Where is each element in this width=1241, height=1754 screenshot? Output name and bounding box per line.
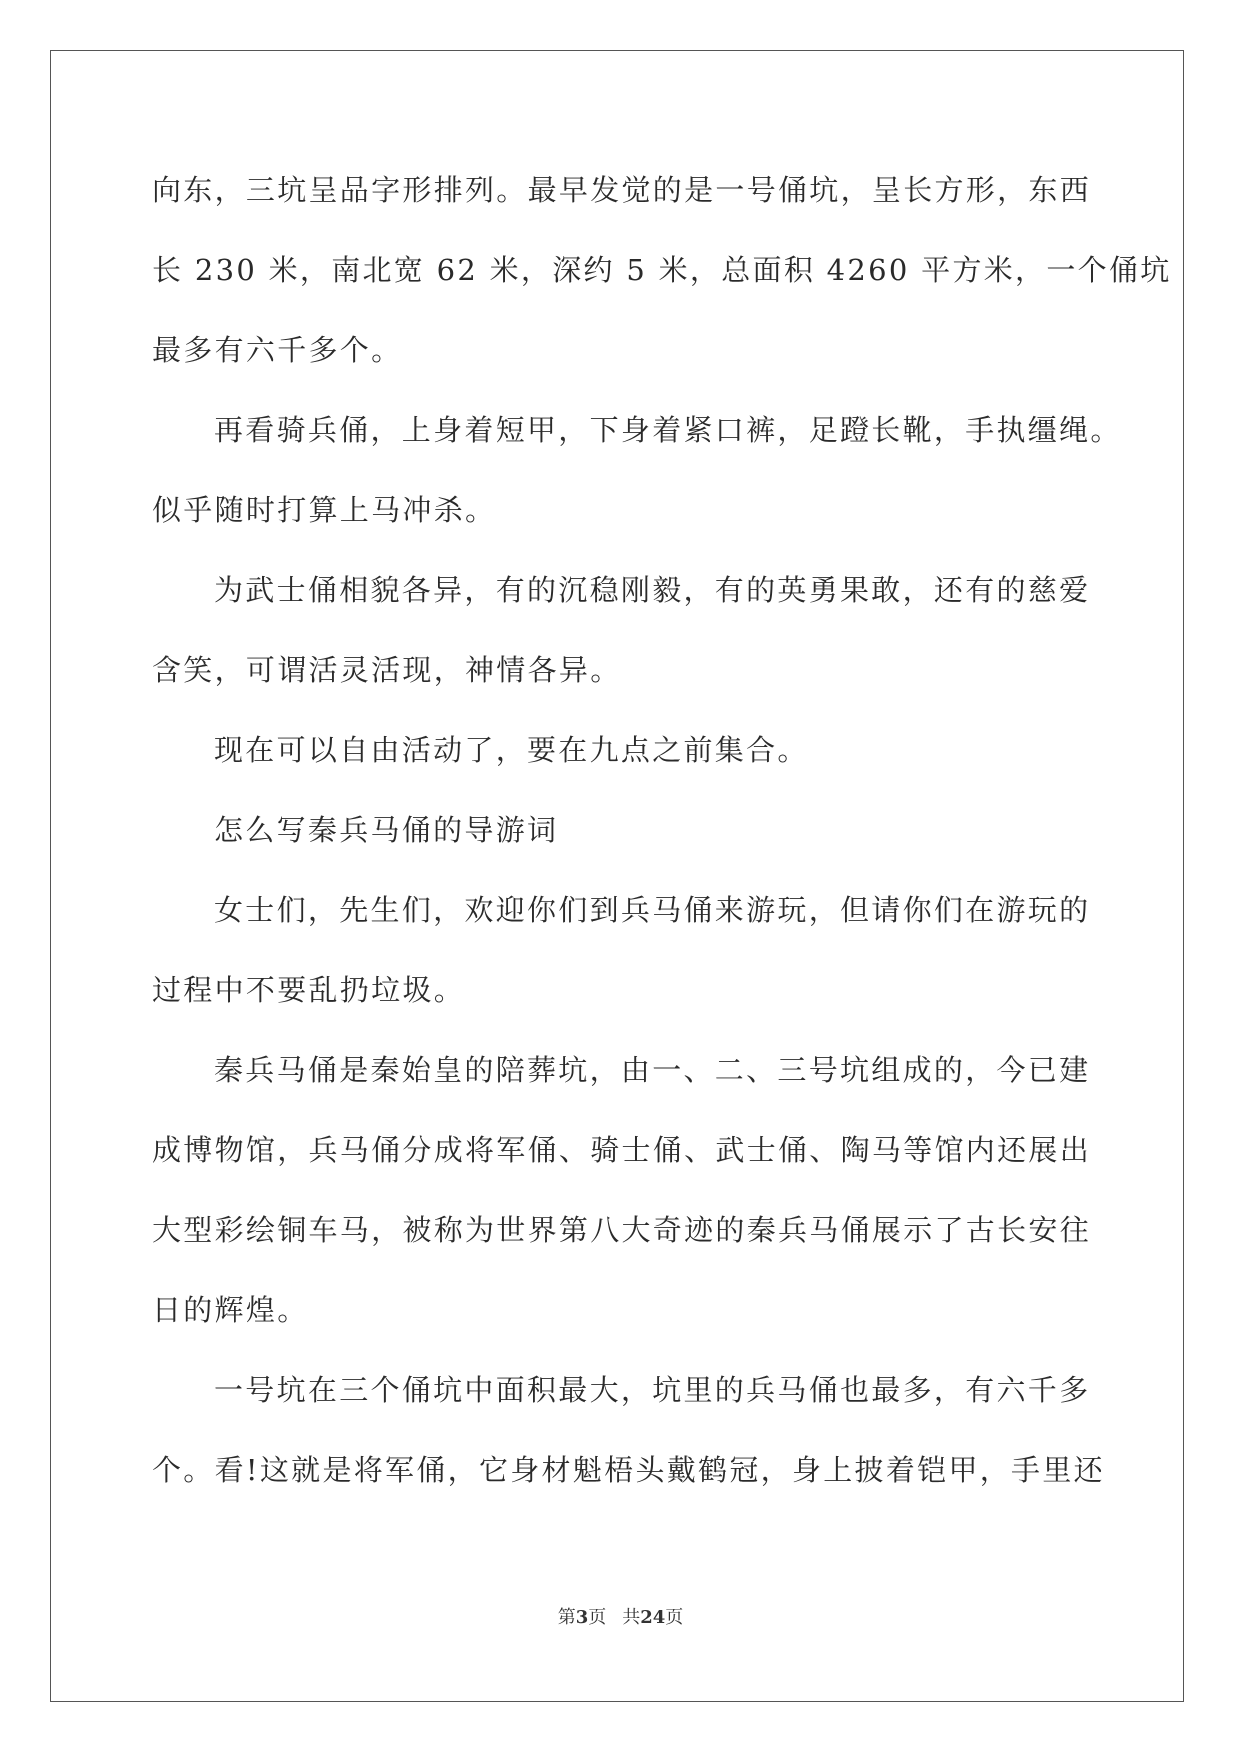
text-line-4: 再看骑兵俑，上身着短甲，下身着紧口裤，足蹬长靴，手执缰绳。 xyxy=(214,413,1122,447)
footer-page-suffix: 页 xyxy=(588,1607,607,1628)
text-line-12: 秦兵马俑是秦始皇的陪葬坑，由一、二、三号坑组成的，今已建 xyxy=(214,1053,1091,1087)
text-line-11: 过程中不要乱扔垃圾。 xyxy=(152,973,466,1007)
text-line-16: 一号坑在三个俑坑中面积最大，坑里的兵马俑也最多，有六千多 xyxy=(214,1373,1091,1407)
text-line-5: 似乎随时打算上马冲杀。 xyxy=(152,493,497,527)
text-line-10: 女士们，先生们，欢迎你们到兵马俑来游玩，但请你们在游玩的 xyxy=(214,893,1091,927)
text-line-8: 现在可以自由活动了，要在九点之前集合。 xyxy=(214,733,809,767)
text-line-13: 成博物馆，兵马俑分成将军俑、骑士俑、武士俑、陶马等馆内还展出 xyxy=(152,1133,1092,1167)
page-footer xyxy=(0,1606,1241,1630)
section-heading: 怎么写秦兵马俑的导游词 xyxy=(214,813,559,847)
text-line-15: 日的辉煌。 xyxy=(152,1293,309,1327)
footer-total-pages: 24 xyxy=(640,1607,666,1628)
text-line-7: 含笑，可谓活灵活现，神情各异。 xyxy=(152,653,622,687)
text-line-1: 向东，三坑呈品字形排列。最早发觉的是一号俑坑，呈长方形，东西 xyxy=(152,173,1092,207)
text-line-17: 个。看!这就是将军俑，它身材魁梧头戴鹤冠，身上披着铠甲，手里还 xyxy=(152,1453,1105,1487)
footer-page-prefix: 第 xyxy=(557,1607,576,1628)
footer-total-suffix: 页 xyxy=(665,1607,684,1628)
text-line-3: 最多有六千多个。 xyxy=(152,333,403,367)
text-line-6: 为武士俑相貌各异，有的沉稳刚毅，有的英勇果敢，还有的慈爱 xyxy=(214,573,1091,607)
text-line-14: 大型彩绘铜车马，被称为世界第八大奇迹的秦兵马俑展示了古长安往 xyxy=(152,1213,1092,1247)
text-line-2: 长 230 米，南北宽 62 米，深约 5 米，总面积 4260 平方米，一个俑坑 xyxy=(152,253,1172,287)
footer-total-prefix: 共 xyxy=(622,1607,641,1628)
footer-page-number: 3 xyxy=(575,1607,589,1628)
